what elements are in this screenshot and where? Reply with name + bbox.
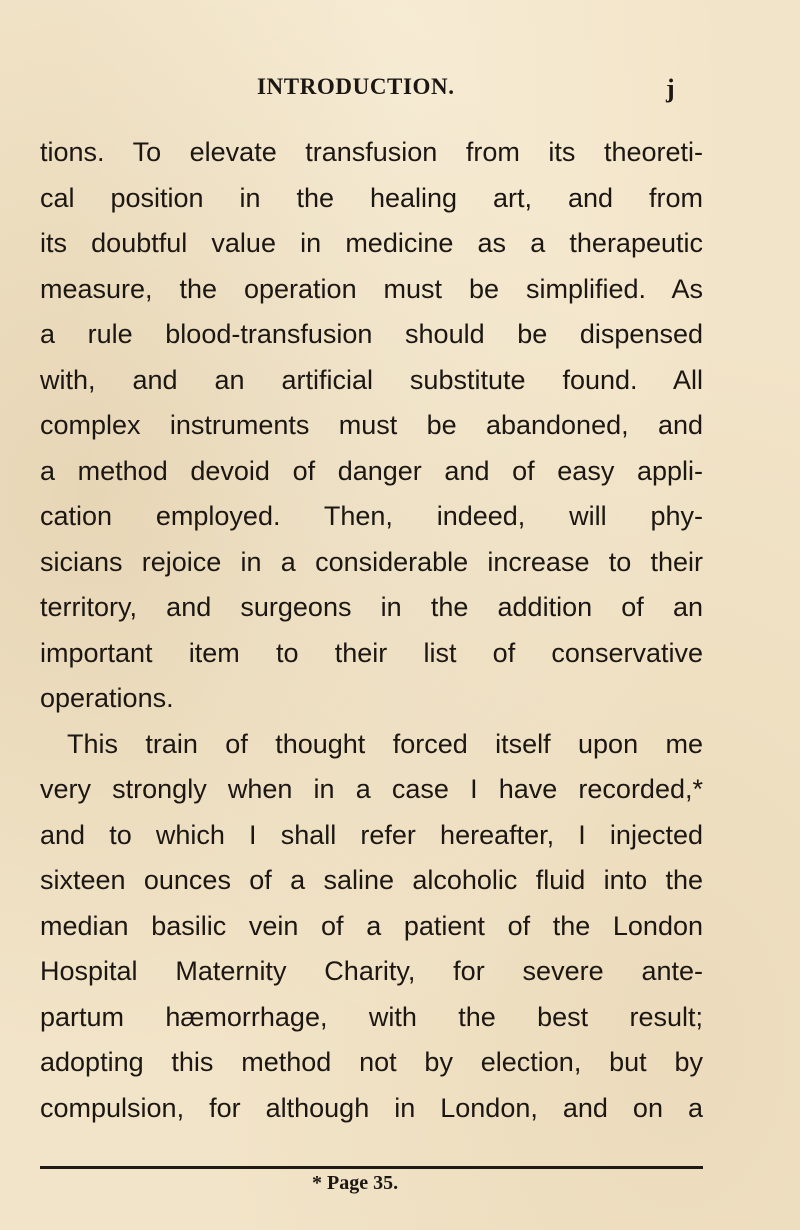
paragraph-start-line: This train of thought forced itself upon me [67,728,703,759]
text-line: sixteen ounces of a saline alcoholic fluid into the [40,865,703,895]
text-line: cal position in the healing art, and from [40,182,703,213]
text-line: median basilic vein of a patient of the London [40,910,703,941]
paragraph-end-line: operations. [40,683,174,713]
page-header [0,74,800,114]
running-title: INTRODUCTION. [257,74,455,99]
footnote-rule [40,1166,703,1169]
text-line: partum hæmorrhage, with the best result; [40,1001,703,1032]
text-line: its doubtful value in medicine as a therapeutic [40,228,703,258]
text-line: very strongly when in a case I have recorded,* [40,774,703,804]
text-line: with, and an artificial substitute found. All [40,364,703,395]
text-line: tions. To elevate transfusion from its theoreti- [40,137,703,167]
text-line: territory, and surgeons in the addition of an [40,592,703,622]
page-number: j [666,74,675,103]
text-line: sicians rejoice in a considerable increase to their [40,546,703,577]
footnote: * Page 35. [312,1172,399,1194]
text-line: Hospital Maternity Charity, for severe ante- [40,956,703,986]
text-line: important item to their list of conservative [40,637,703,668]
text-line: a rule blood-transfusion should be dispensed [40,319,703,349]
text-line: cation employed. Then, indeed, will phy- [40,501,703,531]
text-line: a method devoid of danger and of easy appli- [40,455,703,486]
text-line: and to which I shall refer hereafter, I injected [40,819,703,850]
text-line: complex instruments must be abandoned, and [40,410,703,440]
body-text [40,130,703,1131]
text-line: compulsion, for although in London, and on a [40,1092,703,1123]
text-line: measure, the operation must be simplified. As [40,273,703,304]
text-line: adopting this method not by election, but by [40,1047,703,1077]
